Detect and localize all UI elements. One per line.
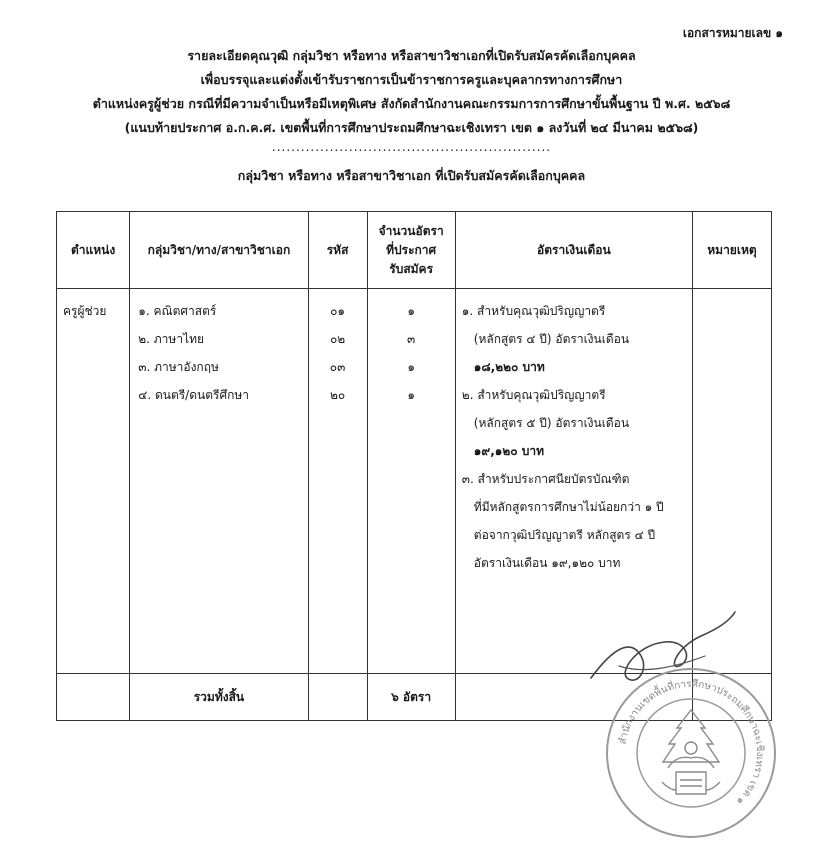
position-value: ครูผู้ช่วย (63, 304, 107, 318)
heading-line-1: รายละเอียดคุณวุฒิ กลุ่มวิชา หรือทาง หรือสาขาวิชาเอกที่เปิดรับสมัครคัดเลือกบุคคล (187, 48, 636, 63)
header-salary: อัตราเงินเดือน (455, 212, 692, 289)
subject-item: ๒. ภาษาไทย (138, 332, 205, 346)
header-count (367, 212, 455, 289)
header-subject: กลุ่มวิชา/ทาง/สาขาวิชาเอก (130, 212, 308, 289)
subject-code: ๐๒ (329, 332, 346, 346)
salary-line: ๑. สำหรับคุณวุฒิปริญญาตรี (461, 304, 606, 318)
header-remarks: หมายเหตุ (692, 212, 771, 289)
salary-line: อัตราเงินเดือน ๑๙,๑๒๐ บาท (473, 556, 621, 570)
subject-count: ๓ (407, 332, 416, 346)
salary-line: ๓. สำหรับประกาศนียบัตรบัณฑิต (461, 472, 630, 486)
heading-line-2: เพื่อบรรจุและแต่งตั้งเข้ารับราชการเป็นข้าราชการครูและบุคลากรทางการศึกษา (200, 72, 623, 87)
header-count-line-2: ที่ประกาศ (386, 242, 437, 257)
salary-line: ที่มีหลักสูตรการศึกษาไม่น้อยกว่า ๑ ปี (473, 500, 664, 514)
heading-line-3: ตำแหน่งครูผู้ช่วย กรณีที่มีความจำเป็นหรือมีเหตุพิเศษ สังกัดสำนักงานคณะกรรมการการศึกษาขั้นพื้นฐาน ปี พ.ศ. ๒๕๖๘ (92, 96, 731, 111)
table-header-row (57, 212, 772, 289)
total-value: ๖ อัตรา (367, 674, 455, 721)
separator-dots: .......................................................... (271, 140, 552, 154)
subject-count: ๑ (407, 388, 415, 402)
total-label: รวมทั้งสิ้น (130, 674, 308, 721)
salary-amount: ๑๙,๑๒๐ บาท (473, 444, 545, 458)
salary-line: ต่อจากวุฒิปริญญาตรี หลักสูตร ๔ ปี (473, 528, 656, 542)
total-empty-cell (57, 674, 130, 721)
total-code-empty (308, 674, 367, 721)
heading-line-4: (แนบท้ายประกาศ อ.ก.ค.ศ. เขตพื้นที่การศึกษาประถมศึกษาฉะเชิงเทรา เขต ๑ ลงวันที่ ๒๔ มีนาคม ๒๕๖๘) (124, 120, 699, 135)
salary-line: ๒. สำหรับคุณวุฒิปริญญาตรี (461, 388, 606, 402)
subject-count: ๑ (407, 360, 415, 374)
subject-code: ๐๓ (329, 360, 346, 374)
subject-code: ๐๑ (330, 304, 346, 318)
salary-line: (หลักสูตร ๕ ปี) อัตราเงินเดือน (473, 416, 630, 430)
subject-item: ๔. ดนตรี/ดนตรีศึกษา (138, 388, 249, 402)
subject-item: ๓. ภาษาอังกฤษ (138, 360, 219, 374)
table-subtitle: กลุ่มวิชา หรือทาง หรือสาขาวิชาเอก ที่เปิดรับสมัครคัดเลือกบุคคล (237, 168, 586, 183)
header-count-line-3: รับสมัคร (389, 261, 434, 276)
subject-item: ๑. คณิตศาสตร์ (138, 304, 217, 318)
subject-code: ๒๐ (329, 388, 346, 402)
code-cell (308, 289, 367, 674)
header-position: ตำแหน่ง (57, 212, 130, 289)
salary-line: (หลักสูตร ๔ ปี) อัตราเงินเดือน (473, 332, 630, 346)
salary-amount: ๑๘,๒๒๐ บาท (473, 360, 545, 374)
count-cell (367, 289, 455, 674)
position-cell (57, 289, 130, 674)
document-number: เอกสารหมายเลข ๑ (682, 26, 783, 40)
signature-icon (583, 608, 743, 698)
header-code: รหัส (308, 212, 367, 289)
subject-count: ๑ (407, 304, 415, 318)
subject-cell (130, 289, 308, 674)
header-count-line-1: จำนวนอัตรา (378, 223, 444, 238)
seal-ring-textpath: สำนักงานเขตพื้นที่การศึกษาประถมศึกษาฉะเชิงเทรา เขต ๑ (617, 678, 766, 807)
